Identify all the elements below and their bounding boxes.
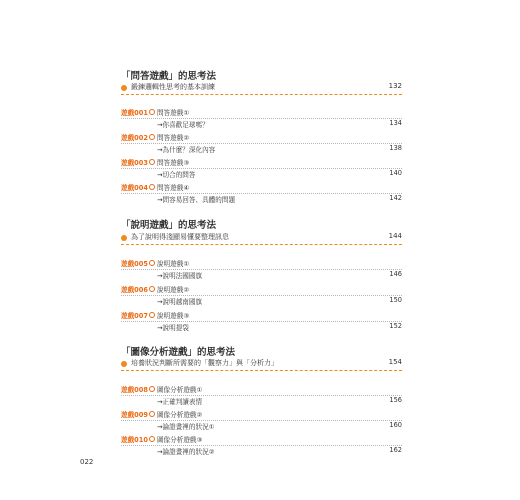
section-title: 「說明遊戲」的思考法 [121, 220, 217, 231]
circle-bullet-icon [149, 436, 155, 442]
dashed-divider [121, 244, 402, 245]
circle-bullet-icon [149, 134, 155, 140]
page-number: 140 [389, 169, 402, 177]
game-label: 遊戲006 [121, 286, 148, 294]
page-number: 146 [389, 270, 402, 278]
circle-bullet-icon [149, 159, 155, 165]
circle-bullet-icon [149, 109, 155, 115]
section-intro-text: 培養狀況判斷所需要的「觀察力」與「分析力」 [131, 359, 278, 367]
page-number: 134 [389, 119, 402, 127]
page-number: 144 [388, 232, 402, 240]
page-number: 160 [389, 421, 402, 429]
page-number: 132 [388, 82, 402, 90]
page-number: 152 [389, 322, 402, 330]
dashed-divider [121, 370, 402, 371]
circle-bullet-icon [149, 312, 155, 318]
game-label: 遊戲004 [121, 184, 148, 192]
game-name: 說明遊戲① [156, 260, 190, 268]
game-subtitle: →問容易回答、具體的問題 [157, 196, 236, 204]
game-subtitle: →論證畫裡的狀況① [157, 423, 215, 431]
game-name: 問答遊戲④ [156, 184, 190, 192]
page-number: 138 [389, 144, 402, 152]
orange-bullet-icon [121, 85, 127, 91]
game-name: 問答遊戲② [156, 134, 190, 142]
game-label: 遊戲002 [121, 134, 148, 142]
game-subtitle: →說明提袋 [157, 324, 189, 332]
game-label: 遊戲005 [121, 260, 148, 268]
section-intro-row [121, 358, 402, 371]
game-subtitle: →你喜歡足球嗎？ [157, 121, 209, 129]
orange-bullet-icon [121, 235, 127, 241]
game-label: 遊戲007 [121, 312, 148, 320]
section-intro-row [121, 82, 402, 95]
dashed-divider [121, 94, 402, 95]
game-subtitle: →說明法國國旗 [157, 272, 203, 280]
game-label: 遊戲003 [121, 159, 148, 167]
section-intro-text: 為了說明得淺顯易懂要整理訊息 [131, 233, 229, 241]
section-title: 「圖像分析遊戲」的思考法 [121, 347, 236, 358]
game-name: 問答遊戲③ [156, 159, 190, 167]
page-number: 162 [389, 446, 402, 454]
game-subtitle: →說明越南國旗 [157, 298, 203, 306]
circle-bullet-icon [149, 386, 155, 392]
orange-bullet-icon [121, 361, 127, 367]
section-title: 「問答遊戲」的思考法 [121, 71, 217, 82]
folio-page-number: 022 [80, 458, 94, 466]
circle-bullet-icon [149, 260, 155, 266]
page-number: 142 [389, 194, 402, 202]
page-number: 156 [389, 396, 402, 404]
game-label: 遊戲010 [121, 436, 148, 444]
game-name: 說明遊戲② [156, 286, 190, 294]
game-name: 說明遊戲③ [156, 312, 190, 320]
section-intro-text: 鍛鍊邏輯性思考的基本訓練 [131, 83, 215, 91]
game-label: 遊戲001 [121, 109, 148, 117]
circle-bullet-icon [149, 411, 155, 417]
game-name: 圖像分析遊戲② [156, 411, 203, 419]
game-label: 遊戲009 [121, 411, 148, 419]
circle-bullet-icon [149, 184, 155, 190]
game-subtitle: →為什麼？深化內容 [157, 146, 216, 154]
game-name: 圖像分析遊戲③ [156, 436, 203, 444]
game-name: 圖像分析遊戲① [156, 386, 203, 394]
game-name: 問答遊戲① [156, 109, 190, 117]
game-label: 遊戲008 [121, 386, 148, 394]
page-number: 150 [389, 296, 402, 304]
game-subtitle: →正確判讀表情 [157, 398, 203, 406]
circle-bullet-icon [149, 286, 155, 292]
section-intro-row [121, 232, 402, 245]
game-subtitle: →切合的問答 [157, 171, 196, 179]
page-number: 154 [388, 358, 402, 366]
game-subtitle: →論證畫裡的狀況② [157, 448, 215, 456]
